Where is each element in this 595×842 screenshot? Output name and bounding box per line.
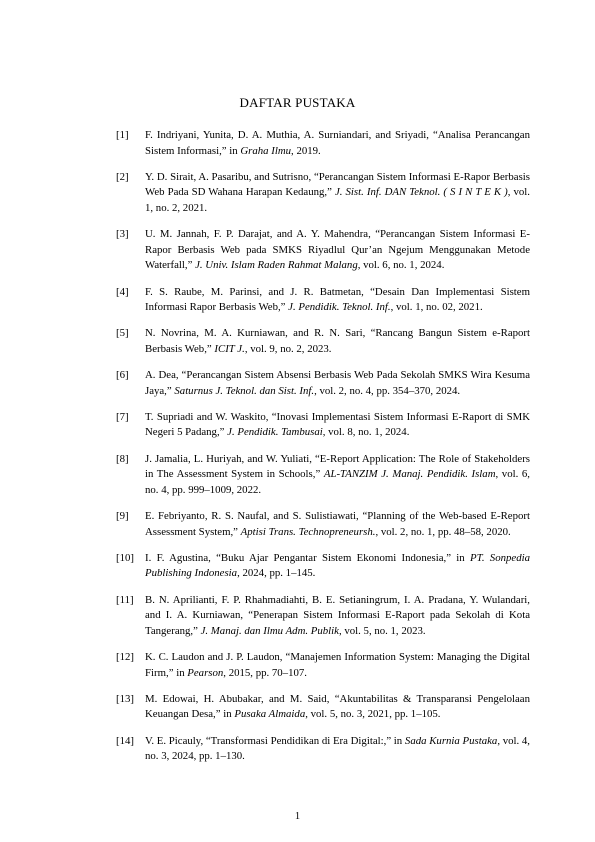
reference-segment: , vol. 5, no. 3, 2021, pp. 1–105.: [305, 708, 441, 721]
page-number: 1: [294, 811, 301, 822]
reference-item: [116, 650, 530, 681]
reference-source: J. Manaj. dan Ilmu Adm. Publik: [200, 624, 339, 637]
reference-segment: V. E. Picauly, “Transformasi Pendidikan di Era Digital:,” in: [145, 734, 405, 747]
reference-item: [116, 285, 530, 316]
reference-source: AL-TANZIM J. Manaj. Pendidik. Islam: [323, 468, 496, 481]
reference-number: [10]: [116, 551, 134, 564]
reference-segment: , 2019.: [291, 144, 321, 157]
reference-segment: F. Indriyani, Yunita, D. A. Muthia, A. Surniandari, and Sriyadi, “Analisa Perancangan Sistem Informasi,” in: [145, 129, 530, 157]
reference-item: [116, 128, 530, 159]
reference-segment: M. Edowai, H. Abubakar, and M. Said, “Akuntabilitas & Transparansi Pengelolaan Keuangan Desa,” in: [145, 692, 530, 721]
reference-number: [7]: [116, 410, 129, 423]
reference-text: [145, 170, 530, 217]
reference-number: [1]: [116, 129, 129, 141]
reference-number: [3]: [116, 228, 129, 241]
reference-item: [116, 509, 530, 540]
reference-segment: F. S. Raube, M. Parinsi, and J. R. Batmetan, “Desain Dan Implementasi Sistem Informasi Rapor Berbasis Web,”: [145, 285, 530, 314]
reference-segment: K. C. Laudon and J. P. Laudon, “Manajemen Information System: Managing the Digital Firm,” in: [145, 650, 530, 679]
reference-source: J. Sist. Inf. DAN Teknol. ( S I N T E K ): [334, 186, 508, 199]
reference-segment: Y. D. Sirait, A. Pasaribu, and Sutrisno, “Perancangan Sistem Informasi E-Rapor Berbasis Web Pada SD Wahana Harapan Kedaung,”: [145, 170, 530, 199]
reference-number: [11]: [116, 593, 134, 606]
reference-source: Sada Kurnia Pustaka: [404, 734, 498, 747]
reference-source: ICIT J.: [214, 342, 245, 355]
reference-segment: I. F. Agustina, “Buku Ajar Pengantar Sistem Ekonomi Indonesia,” in: [145, 551, 471, 564]
reference-source: Saturnus J. Teknol. dan Sist. Inf.: [174, 384, 315, 397]
reference-text: [145, 368, 530, 399]
reference-item: [116, 593, 530, 640]
reference-segment: E. Febriyanto, R. S. Naufal, and S. Sulistiawati, “Planning of the Web-based E-Report Assessment System,”: [145, 510, 530, 538]
reference-segment: , vol. 1, no. 02, 2021.: [390, 301, 483, 314]
reference-list: [116, 128, 530, 775]
reference-item: [116, 734, 530, 765]
reference-segment: , vol. 6, no. 1, 2024.: [357, 259, 445, 272]
reference-item: [116, 692, 530, 723]
reference-segment: , vol. 6, no. 4, pp. 999–1009, 2022.: [145, 468, 530, 496]
reference-source: PT. Sonpedia Publishing Indonesia: [145, 551, 530, 580]
reference-source: Pearson: [187, 666, 224, 679]
reference-number: [2]: [116, 170, 129, 183]
reference-number: [14]: [116, 734, 134, 747]
reference-segment: , 2024, pp. 1–145.: [237, 567, 316, 580]
reference-text: [145, 285, 530, 316]
reference-source: Aptisi Trans. Technopreneursh.: [240, 525, 376, 538]
reference-item: [116, 170, 530, 217]
reference-source: J. Univ. Islam Raden Rahmat Malang: [195, 259, 358, 272]
reference-segment: , 2015, pp. 70–107.: [223, 666, 307, 679]
reference-item: [116, 326, 530, 357]
reference-text: [145, 509, 530, 540]
reference-source: J. Pendidik. Teknol. Inf.: [288, 301, 391, 314]
reference-text: [145, 593, 530, 640]
reference-segment: J. Jamalia, L. Huriyah, and W. Yuliati, “E-Report Application: The Role of Stakeholders in The Assessment System in Schools,”: [145, 452, 530, 481]
reference-text: [145, 650, 530, 681]
reference-segment: , vol. 2, no. 4, pp. 354–370, 2024.: [314, 384, 461, 397]
reference-number: [5]: [116, 327, 129, 340]
reference-item: [116, 551, 530, 582]
reference-text: [145, 551, 530, 582]
reference-number: [4]: [116, 285, 129, 298]
reference-segment: B. N. Aprilianti, F. P. Rhahmadiahti, B. E. Setianingrum, I. A. Pradana, Y. Wulandari, and I. A. Kurniawan, “Penerapan Sistem Informasi E-Raport pada Sekolah di Kota Tangerang,”: [145, 593, 530, 637]
reference-source: Graha Ilmu: [240, 144, 292, 157]
reference-segment: , vol. 5, no. 1, 2023.: [338, 624, 426, 637]
reference-item: [116, 410, 530, 441]
reference-segment: , vol. 8, no. 1, 2024.: [322, 426, 410, 439]
reference-text: [145, 452, 530, 499]
page-title: DAFTAR PUSTAKA: [239, 95, 356, 110]
reference-segment: , vol. 9, no. 2, 2023.: [244, 342, 332, 355]
reference-number: [13]: [116, 692, 134, 705]
reference-item: [116, 227, 530, 274]
reference-number: [8]: [116, 452, 129, 465]
reference-text: [145, 734, 530, 765]
reference-segment: T. Supriadi and W. Waskito, “Inovasi Implementasi Sistem Informasi E-Raport di SMK Negeri 5 Padang,”: [145, 410, 530, 439]
reference-text: [145, 410, 530, 441]
reference-text: [145, 227, 530, 274]
reference-text: [145, 692, 530, 723]
reference-segment: U. M. Jannah, F. P. Darajat, and A. Y. Mahendra, “Perancangan Sistem Informasi E-Rapor Berbasis Web pada SMKS Riyadlul Qur’an Ngejum Menggunakan Metode Waterfall,”: [145, 228, 530, 272]
reference-source: Pusaka Almaida: [234, 708, 306, 721]
reference-source: J. Pendidik. Tambusai: [227, 426, 323, 439]
reference-item: [116, 368, 530, 399]
reference-text: [145, 128, 530, 159]
reference-segment: N. Novrina, M. A. Kurniawan, and R. N. Sari, “Rancang Bangun Sistem e-Raport Berbasis Web,”: [145, 327, 530, 355]
reference-number: [12]: [116, 650, 134, 663]
reference-segment: , vol. 4, no. 3, 2024, pp. 1–130.: [145, 734, 531, 763]
reference-text: [145, 326, 530, 357]
reference-segment: , vol. 2, no. 1, pp. 48–58, 2020.: [375, 525, 511, 538]
reference-segment: A. Dea, “Perancangan Sistem Absensi Berbasis Web Pada Sekolah SMKS Wira Kesuma Jaya,”: [145, 369, 530, 397]
reference-number: [9]: [116, 510, 129, 523]
reference-item: [116, 452, 530, 499]
reference-segment: , vol. 1, no. 2, 2021.: [145, 186, 530, 214]
reference-number: [6]: [116, 369, 129, 382]
